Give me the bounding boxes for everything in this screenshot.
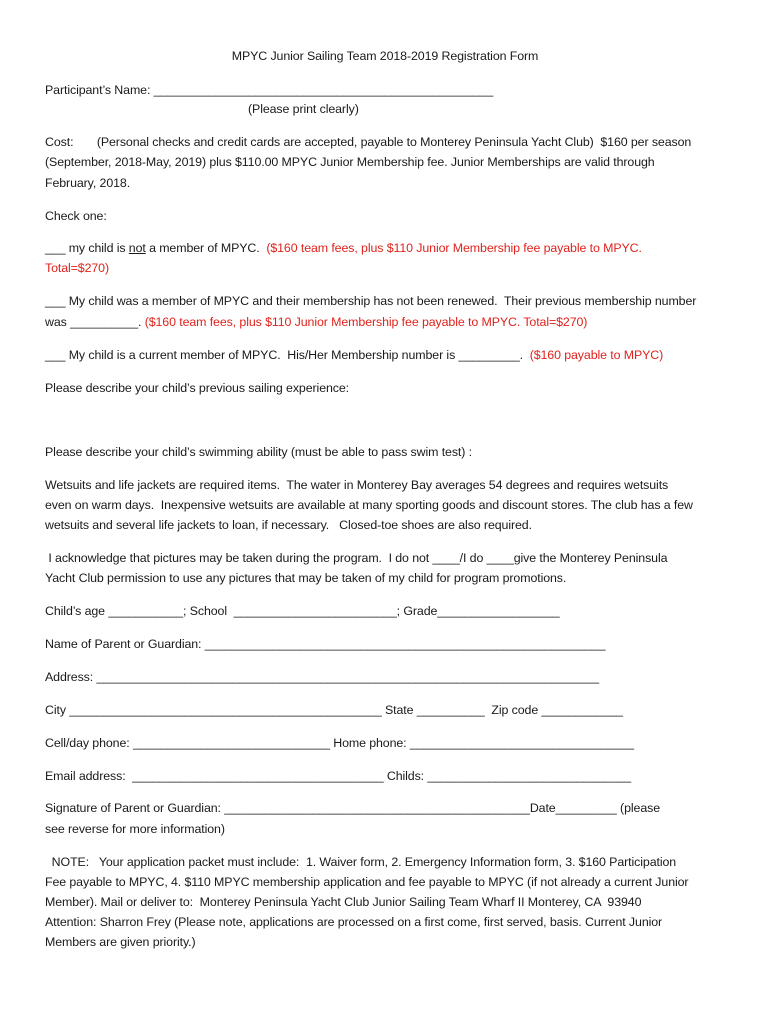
option-not-renewed-fee: ($160 team fees, plus $110 Junior Membership fee payable to MPYC. Total=$270) [144, 315, 588, 329]
signature-line[interactable]: Signature of Parent or Guardian: _____________________________________________Date_________ (please [45, 801, 660, 815]
check-one-label: Check one: [45, 209, 107, 223]
address-line[interactable]: Address: __________________________________________________________________________ [45, 670, 599, 684]
phone-line[interactable]: Cell/day phone: _____________________________ Home phone: _________________________________ [45, 736, 634, 750]
wetsuit-text-line-3: wetsuits and several life jackets to loan, if necessary. Closed-toe shoes are also required. [45, 518, 532, 532]
not-emphasis: not [128, 241, 146, 255]
swimming-ability-prompt: Please describe your child’s swimming ability (must be able to pass swim test) : [45, 445, 472, 459]
participant-name-field[interactable]: __________________________________________________ [153, 83, 494, 97]
option-not-member[interactable] [45, 240, 642, 256]
form-title: MPYC Junior Sailing Team 2018-2019 Registration Form [231, 49, 539, 63]
cost-text-line-3: February, 2018. [45, 176, 131, 190]
print-clearly-note: (Please print clearly) [248, 102, 359, 116]
option-current-member[interactable] [45, 347, 663, 363]
note-line-5: Members are given priority.) [45, 935, 196, 949]
option-current-member-fee: ($160 payable to MPYC) [529, 348, 664, 362]
participant-name-label: Participant’s Name: [45, 83, 151, 97]
sailing-experience-prompt: Please describe your child’s previous sailing experience: [45, 381, 350, 395]
parent-guardian-name-line[interactable]: Name of Parent or Guardian: ___________________________________________________________ [45, 637, 606, 651]
cost-text-line-2: (September, 2018-May, 2019) plus $110.00 MPYC Junior Membership fee. Junior Memberships are valid through [45, 155, 655, 169]
city-state-zip-line[interactable]: City ______________________________________________ State __________ Zip code ____________ [45, 703, 623, 717]
email-childs-line[interactable]: Email address: _____________________________________ Childs: ______________________________ [45, 769, 632, 783]
option-not-member-text: ___ my child is [45, 241, 129, 255]
wetsuit-text-line-2: even on warm days. Inexpensive wetsuits are available at many sporting goods and discount stores. The club has a few [45, 498, 693, 512]
photo-consent-line-2: Yacht Club permission to use any pictures that may be taken of my child for program promotions. [45, 571, 567, 585]
option-not-renewed-line-1[interactable]: ___ My child was a member of MPYC and their membership has not been renewed. Their previous membership number [45, 294, 697, 308]
child-age-school-grade-line[interactable]: Child’s age ___________; School ________________________; Grade__________________ [45, 604, 560, 618]
option-not-member-total: Total=$270) [45, 261, 109, 275]
option-current-member-text: ___ My child is a current member of MPYC. His/Her Membership number is _________. [45, 348, 530, 362]
cost-text-line-1: Cost: (Personal checks and credit cards are accepted, payable to Monterey Peninsula Yacht Club) $160 per season [45, 135, 692, 149]
note-line-1: NOTE: Your application packet must include: 1. Waiver form, 2. Emergency Information form, 3. $160 Participation [45, 855, 677, 869]
option-not-member-text-2: a member of MPYC. [145, 241, 267, 255]
note-line-2: Fee payable to MPYC, 4. $110 MPYC membership application and fee payable to MPYC (if not already a current Junior [45, 875, 689, 889]
note-line-3: Member). Mail or deliver to: Monterey Peninsula Yacht Club Junior Sailing Team Wharf II Monterey, CA 93940 [45, 895, 642, 909]
option-not-renewed-line-2 [45, 314, 587, 330]
option-not-member-fee: ($160 team fees, plus $110 Junior Membership fee payable to MPYC. [266, 241, 642, 255]
previous-membership-number-field[interactable]: was __________. [45, 315, 145, 329]
participant-name-line [45, 82, 493, 98]
note-line-4: Attention: Sharron Frey (Please note, applications are processed on a first come, first served, basis. Current Junior [45, 915, 663, 929]
signature-note: see reverse for more information) [45, 822, 225, 836]
photo-consent-line-1[interactable]: I acknowledge that pictures may be taken during the program. I do not ____/I do ____give the Monterey Peninsula [45, 551, 668, 565]
wetsuit-text-line-1: Wetsuits and life jackets are required items. The water in Monterey Bay averages 54 degrees and requires wetsuits [45, 478, 669, 492]
